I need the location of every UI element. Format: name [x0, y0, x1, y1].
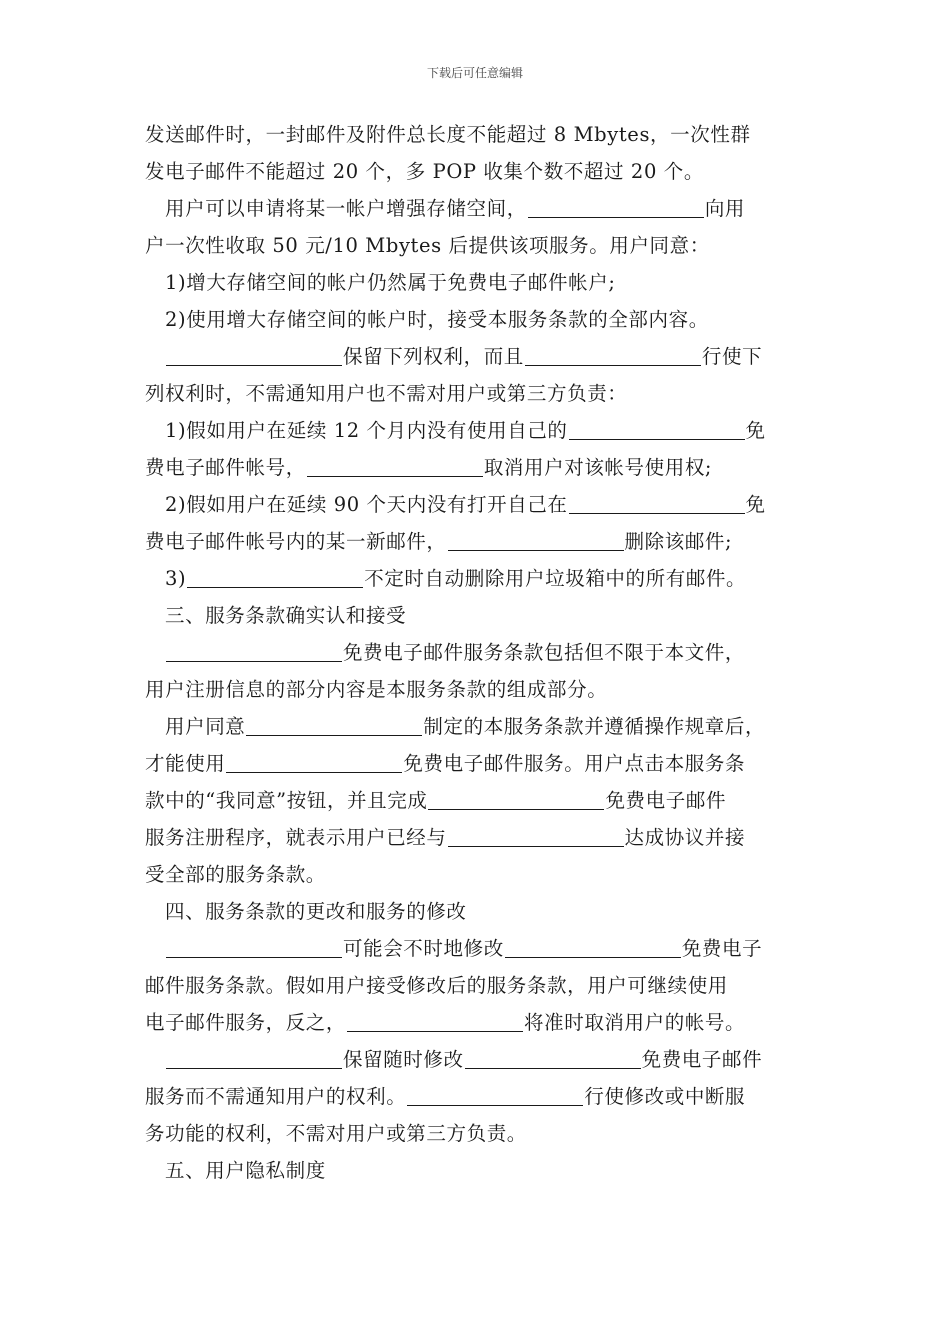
text-segment: 删除该邮件; [624, 530, 733, 553]
text-segment: 免 [745, 493, 766, 516]
fill-in-blank [226, 754, 402, 773]
text-segment: 将准时取消用户的帐号。 [524, 1011, 746, 1034]
text-segment: 可能会不时地修改 [343, 937, 504, 960]
text-line [145, 116, 810, 153]
text-line [145, 264, 810, 301]
fill-in-blank [187, 569, 363, 588]
text-line [145, 708, 810, 745]
text-segment: 用户同意 [165, 715, 246, 738]
text-segment: 户一次性收取 50 元/10 Mbytes 后提供该项服务。用户同意： [145, 234, 710, 257]
text-segment: 保留随时修改 [343, 1048, 464, 1071]
text-segment: 取消用户对该帐号使用权; [483, 456, 713, 479]
text-segment: 不定时自动删除用户垃圾箱中的所有邮件。 [364, 567, 747, 590]
text-line [145, 782, 810, 819]
fill-in-blank [448, 532, 624, 551]
text-line [145, 1041, 810, 1078]
text-segment: 行使修改或中断服 [584, 1085, 746, 1108]
text-segment: 向用 [704, 197, 746, 220]
fill-in-blank [166, 939, 342, 958]
fill-in-blank [465, 1050, 641, 1069]
fill-in-blank [407, 1087, 583, 1106]
text-segment: 发送邮件时，一封邮件及附件总长度不能超过 8 Mbytes，一次性群 [145, 123, 751, 146]
text-segment: 免费电子邮件服务条款包括但不限于本文件， [343, 641, 746, 664]
text-segment: 才能使用 [145, 752, 226, 775]
text-line [145, 967, 810, 1004]
text-line [145, 1078, 810, 1115]
fill-in-blank [569, 495, 745, 514]
text-line [145, 560, 810, 597]
text-line [145, 819, 810, 856]
page-header: 下载后可任意编辑 [426, 66, 523, 80]
text-line [145, 634, 810, 671]
fill-in-blank [307, 458, 483, 477]
text-line [145, 1115, 810, 1152]
text-segment: 服务而不需通知用户的权利。 [145, 1085, 407, 1108]
text-segment: 费电子邮件帐号， [145, 456, 306, 479]
text-segment: 发电子邮件不能超过 20 个，多 POP 收集个数不超过 20 个。 [145, 160, 704, 183]
fill-in-blank [505, 939, 681, 958]
text-segment: 达成协议并接 [624, 826, 746, 849]
text-segment: 保留下列权利，而且 [343, 345, 524, 368]
fill-in-blank [166, 347, 342, 366]
text-line [145, 375, 810, 412]
text-line [145, 1004, 810, 1041]
text-line [145, 412, 810, 449]
text-line [145, 523, 810, 560]
text-segment: 免 [745, 419, 766, 442]
text-line [145, 153, 810, 190]
fill-in-blank [166, 1050, 342, 1069]
text-line [145, 893, 810, 930]
text-segment: 免费电子邮件 [641, 1048, 763, 1071]
text-segment: 2)假如用户在延续 90 个天内没有打开自己在 [165, 493, 568, 516]
text-line [145, 1152, 810, 1189]
text-line [145, 856, 810, 893]
text-line [145, 190, 810, 227]
text-line [145, 301, 810, 338]
fill-in-blank [428, 791, 604, 810]
text-segment: 受全部的服务条款。 [145, 863, 326, 886]
text-segment: 务功能的权利，不需对用户或第三方负责。 [145, 1122, 527, 1145]
text-segment: 款中的“我同意”按钮，并且完成 [145, 789, 428, 812]
text-segment: 四、服务条款的更改和服务的修改 [165, 900, 467, 923]
text-segment: 电子邮件服务，反之， [145, 1011, 347, 1034]
text-line [145, 449, 810, 486]
text-segment: 三、服务条款确实认和接受 [165, 604, 407, 627]
fill-in-blank [448, 828, 624, 847]
text-line [145, 597, 810, 634]
text-segment: 用户注册信息的部分内容是本服务条款的组成部分。 [145, 678, 608, 701]
fill-in-blank [525, 347, 701, 366]
text-line [145, 671, 810, 708]
text-segment: 五、用户隐私制度 [165, 1159, 326, 1182]
text-segment: 邮件服务条款。假如用户接受修改后的服务条款，用户可继续使用 [145, 974, 728, 997]
text-line [145, 338, 810, 375]
text-segment: 免费电子邮件服务。用户点击本服务条 [403, 752, 746, 775]
text-segment: 用户可以申请将某一帐户增强存储空间， [165, 197, 527, 220]
text-segment: 免费电子邮件 [605, 789, 727, 812]
text-segment: 制定的本服务条款并遵循操作规章后， [423, 715, 766, 738]
text-segment: 3) [165, 567, 187, 590]
fill-in-blank [347, 1013, 523, 1032]
fill-in-blank [528, 199, 704, 218]
text-line [145, 227, 810, 264]
document-body [145, 116, 810, 1189]
text-segment: 费电子邮件帐号内的某一新邮件， [145, 530, 447, 553]
fill-in-blank [166, 643, 342, 662]
text-line [145, 745, 810, 782]
fill-in-blank [246, 717, 422, 736]
text-segment: 服务注册程序，就表示用户已经与 [145, 826, 447, 849]
text-segment: 行使下 [701, 345, 763, 368]
text-line [145, 486, 810, 523]
text-segment: 免费电子 [681, 937, 763, 960]
fill-in-blank [569, 421, 745, 440]
text-segment: 列权利时，不需通知用户也不需对用户或第三方负责： [145, 382, 628, 405]
text-segment: 2)使用增大存储空间的帐户时，接受本服务条款的全部内容。 [165, 308, 709, 331]
text-segment: 1)假如用户在延续 12 个月内没有使用自己的 [165, 419, 568, 442]
text-line [145, 930, 810, 967]
text-segment: 1)增大存储空间的帐户仍然属于免费电子邮件帐户; [165, 271, 616, 294]
